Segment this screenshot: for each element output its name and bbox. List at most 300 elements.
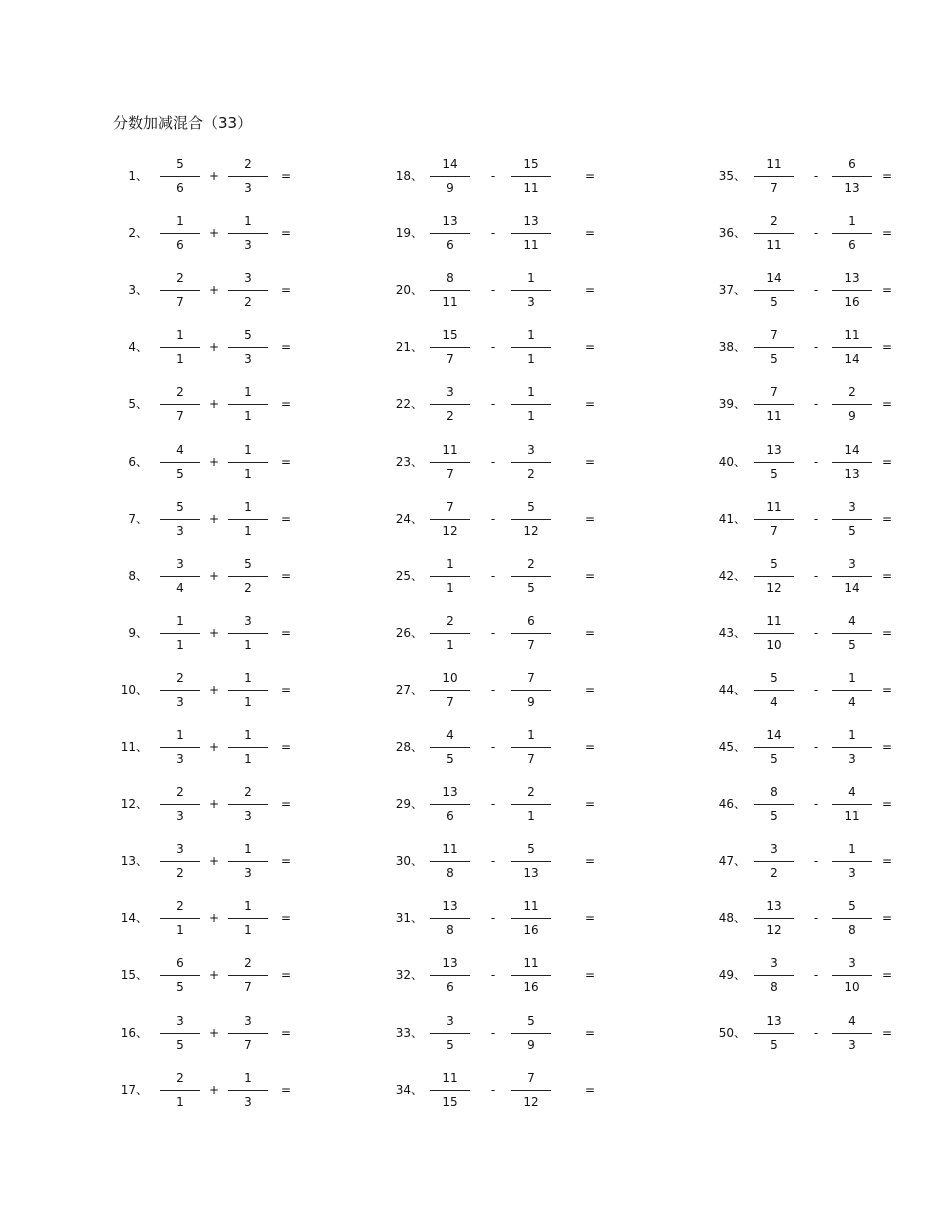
fraction-second [228, 211, 268, 255]
numerator: 13 [766, 1013, 782, 1028]
numerator: 3 [176, 1013, 184, 1028]
equals-sign: = [280, 854, 292, 869]
problem-item [108, 835, 298, 887]
problem-number: 24、 [395, 511, 423, 526]
numerator: 2 [176, 899, 184, 914]
denominator: 8 [848, 923, 856, 938]
numerator: 11 [523, 956, 539, 971]
numerator: 3 [848, 556, 856, 571]
fraction-first [754, 953, 794, 997]
fraction-second [832, 953, 872, 997]
numerator: 7 [770, 385, 778, 400]
fraction-first [754, 382, 794, 426]
numerator: 3 [446, 385, 454, 400]
numerator: 5 [176, 499, 184, 514]
fraction-bar [511, 633, 551, 634]
numerator: 3 [848, 956, 856, 971]
numerator: 1 [527, 328, 535, 343]
problem-number: 13、 [120, 854, 148, 869]
numerator: 2 [244, 785, 252, 800]
operator-sign: - [813, 340, 819, 355]
fraction-bar [430, 290, 470, 291]
fraction-bar [430, 462, 470, 463]
denominator: 7 [527, 752, 535, 766]
problem-item [383, 892, 596, 944]
fraction-bar [754, 633, 794, 634]
numerator: 1 [848, 214, 856, 229]
denominator: 6 [446, 980, 454, 995]
fraction-bar [160, 861, 200, 862]
fraction-second [228, 382, 268, 426]
fraction-bar [228, 975, 268, 976]
denominator: 16 [523, 923, 539, 938]
denominator: 9 [848, 409, 856, 424]
operator-sign: - [490, 1025, 496, 1040]
fraction-second [228, 725, 268, 769]
problem-item [706, 949, 896, 1001]
denominator: 2 [176, 866, 184, 881]
denominator: 2 [244, 580, 252, 595]
equals-sign: = [584, 397, 596, 412]
numerator: 3 [770, 956, 778, 971]
fraction-second [228, 611, 268, 655]
fraction-bar [160, 747, 200, 748]
equals-sign: = [881, 797, 893, 812]
problem-item [108, 207, 298, 259]
numerator: 7 [527, 1070, 535, 1085]
numerator: 11 [442, 1070, 458, 1085]
equals-sign: = [584, 511, 596, 526]
denominator: 11 [844, 809, 860, 824]
operator-sign: - [813, 1025, 819, 1040]
operator-sign: + [208, 682, 220, 697]
problem-item [383, 1064, 596, 1116]
problem-number: 35、 [718, 169, 746, 183]
numerator: 1 [244, 499, 252, 514]
fraction-bar [754, 176, 794, 177]
problem-number: 20、 [395, 283, 423, 298]
numerator: 1 [176, 728, 184, 742]
fraction-second [511, 554, 551, 598]
problem-number: 12、 [120, 797, 148, 812]
problem-item [383, 264, 596, 316]
numerator: 3 [176, 556, 184, 571]
fraction-first [430, 953, 470, 997]
problem-item [383, 664, 596, 716]
fraction-bar [430, 176, 470, 177]
denominator: 5 [176, 980, 184, 995]
fraction-first [754, 611, 794, 655]
problem-number: 37、 [718, 283, 746, 298]
fraction-first [160, 1011, 200, 1055]
numerator: 11 [766, 499, 782, 514]
fraction-second [511, 782, 551, 826]
equals-sign: = [584, 454, 596, 469]
problem-number: 10、 [120, 682, 148, 697]
numerator: 4 [848, 1013, 856, 1028]
fraction-bar [754, 1033, 794, 1034]
fraction-first [430, 497, 470, 541]
problem-number: 23、 [395, 454, 423, 469]
problem-item [108, 264, 298, 316]
problem-item [108, 1064, 298, 1116]
fraction-first [430, 1011, 470, 1055]
fraction-bar [228, 347, 268, 348]
problem-item [706, 721, 896, 773]
fraction-second [228, 154, 268, 198]
problem-number: 21、 [395, 340, 423, 355]
problem-number: 46、 [718, 797, 746, 812]
denominator: 7 [176, 409, 184, 424]
denominator: 3 [176, 694, 184, 709]
operator-sign: - [490, 740, 496, 754]
fraction-second [511, 382, 551, 426]
denominator: 5 [527, 580, 535, 595]
denominator: 6 [176, 181, 184, 195]
problem-number: 41、 [718, 511, 746, 526]
denominator: 13 [844, 466, 860, 481]
denominator: 3 [244, 181, 252, 195]
fraction-bar [430, 690, 470, 691]
problem-number: 11、 [120, 740, 148, 754]
problem-number: 45、 [718, 740, 746, 754]
numerator: 1 [244, 842, 252, 857]
numerator: 2 [244, 956, 252, 971]
operator-sign: - [490, 511, 496, 526]
fraction-first [754, 497, 794, 541]
problem-number: 31、 [395, 911, 423, 926]
fraction-bar [228, 1090, 268, 1091]
equals-sign: = [280, 397, 292, 412]
fraction-bar [754, 576, 794, 577]
fraction-bar [832, 690, 872, 691]
numerator: 1 [527, 271, 535, 286]
fraction-first [430, 725, 470, 769]
denominator: 10 [766, 637, 782, 652]
operator-sign: + [208, 911, 220, 926]
fraction-first [754, 668, 794, 712]
fraction-first [754, 782, 794, 826]
denominator: 8 [446, 923, 454, 938]
operator-sign: - [490, 968, 496, 983]
problem-number: 16、 [120, 1025, 148, 1040]
problem-item [706, 892, 896, 944]
fraction-first [430, 668, 470, 712]
denominator: 15 [442, 1094, 458, 1109]
denominator: 6 [446, 238, 454, 253]
fraction-first [160, 154, 200, 198]
denominator: 5 [446, 1037, 454, 1052]
numerator: 3 [446, 1013, 454, 1028]
problem-item [383, 835, 596, 887]
fraction-second [832, 1011, 872, 1055]
fraction-second [832, 611, 872, 655]
fraction-first [754, 896, 794, 940]
operator-sign: - [813, 226, 819, 241]
fraction-first [160, 839, 200, 883]
fraction-second [228, 1068, 268, 1112]
denominator: 4 [770, 694, 778, 709]
fraction-first [430, 782, 470, 826]
numerator: 4 [176, 442, 184, 457]
problem-item [383, 550, 596, 602]
equals-sign: = [584, 568, 596, 583]
fraction-second [511, 953, 551, 997]
fraction-first [430, 325, 470, 369]
denominator: 5 [770, 466, 778, 481]
numerator: 2 [176, 385, 184, 400]
fraction-bar [832, 633, 872, 634]
fraction-bar [228, 861, 268, 862]
fraction-first [430, 211, 470, 255]
fraction-second [228, 1011, 268, 1055]
denominator: 4 [176, 580, 184, 595]
fraction-bar [228, 290, 268, 291]
problem-item [383, 721, 596, 773]
denominator: 5 [770, 809, 778, 824]
fraction-bar [430, 404, 470, 405]
fraction-first [430, 154, 470, 198]
fraction-first [754, 554, 794, 598]
fraction-first [160, 382, 200, 426]
equals-sign: = [881, 511, 893, 526]
fraction-second [511, 440, 551, 484]
denominator: 11 [442, 295, 458, 310]
fraction-bar [511, 1033, 551, 1034]
fraction-bar [511, 804, 551, 805]
numerator: 13 [442, 956, 458, 971]
numerator: 3 [244, 271, 252, 286]
numerator: 1 [527, 385, 535, 400]
fraction-bar [160, 519, 200, 520]
operator-sign: + [208, 397, 220, 412]
fraction-bar [160, 1033, 200, 1034]
denominator: 1 [244, 523, 252, 538]
denominator: 3 [176, 523, 184, 538]
denominator: 5 [446, 752, 454, 766]
fraction-bar [754, 404, 794, 405]
denominator: 3 [527, 295, 535, 310]
operator-sign: - [490, 625, 496, 640]
fraction-bar [160, 633, 200, 634]
fraction-bar [430, 804, 470, 805]
problem-item [108, 321, 298, 373]
denominator: 5 [848, 637, 856, 652]
fraction-first [160, 554, 200, 598]
problem-item [706, 493, 896, 545]
numerator: 7 [527, 670, 535, 685]
denominator: 5 [770, 352, 778, 367]
equals-sign: = [280, 911, 292, 926]
fraction-bar [430, 747, 470, 748]
fraction-first [160, 268, 200, 312]
fraction-bar [511, 861, 551, 862]
numerator: 1 [244, 899, 252, 914]
equals-sign: = [280, 568, 292, 583]
equals-sign: = [280, 511, 292, 526]
fraction-second [228, 953, 268, 997]
problem-number: 49、 [718, 968, 746, 983]
equals-sign: = [881, 169, 893, 183]
fraction-second [832, 497, 872, 541]
equals-sign: = [881, 740, 893, 754]
denominator: 13 [844, 181, 860, 195]
operator-sign: - [490, 797, 496, 812]
denominator: 3 [848, 866, 856, 881]
fraction-second [511, 1011, 551, 1055]
denominator: 12 [523, 1094, 539, 1109]
problem-number: 9、 [128, 625, 148, 640]
problem-item [108, 378, 298, 430]
fraction-bar [832, 519, 872, 520]
equals-sign: = [881, 968, 893, 983]
numerator: 1 [244, 214, 252, 229]
numerator: 13 [442, 785, 458, 800]
numerator: 1 [176, 328, 184, 343]
numerator: 11 [766, 613, 782, 628]
fraction-first [430, 1068, 470, 1112]
fraction-bar [160, 804, 200, 805]
denominator: 11 [766, 409, 782, 424]
operator-sign: + [208, 169, 220, 183]
denominator: 14 [844, 580, 860, 595]
denominator: 13 [523, 866, 539, 881]
problem-number: 4、 [128, 340, 148, 355]
denominator: 1 [176, 1094, 184, 1109]
denominator: 6 [446, 809, 454, 824]
problem-number: 47、 [718, 854, 746, 869]
fraction-first [160, 953, 200, 997]
problem-number: 28、 [395, 740, 423, 754]
problem-number: 18、 [395, 169, 423, 183]
fraction-bar [754, 975, 794, 976]
equals-sign: = [584, 854, 596, 869]
denominator: 16 [844, 295, 860, 310]
operator-sign: - [490, 911, 496, 926]
numerator: 1 [244, 670, 252, 685]
denominator: 10 [844, 980, 860, 995]
operator-sign: + [208, 454, 220, 469]
fraction-bar [511, 576, 551, 577]
fraction-bar [754, 290, 794, 291]
problem-item [383, 1007, 596, 1059]
problem-item [383, 436, 596, 488]
problem-item [108, 150, 298, 202]
denominator: 2 [527, 466, 535, 481]
numerator: 3 [244, 1013, 252, 1028]
numerator: 14 [844, 442, 860, 457]
fraction-bar [511, 176, 551, 177]
fraction-bar [228, 804, 268, 805]
fraction-bar [430, 233, 470, 234]
numerator: 11 [844, 328, 860, 343]
numerator: 2 [176, 271, 184, 286]
numerator: 1 [244, 728, 252, 742]
fraction-second [511, 725, 551, 769]
fraction-first [754, 211, 794, 255]
numerator: 4 [446, 728, 454, 742]
fraction-first [754, 268, 794, 312]
page-title: 分数加减混合（33） [113, 114, 253, 132]
fraction-second [832, 896, 872, 940]
denominator: 7 [446, 694, 454, 709]
fraction-first [430, 554, 470, 598]
fraction-bar [511, 519, 551, 520]
equals-sign: = [881, 854, 893, 869]
denominator: 5 [770, 295, 778, 310]
fraction-second [228, 554, 268, 598]
equals-sign: = [881, 397, 893, 412]
denominator: 9 [446, 181, 454, 195]
numerator: 3 [770, 842, 778, 857]
fraction-second [511, 211, 551, 255]
problem-number: 22、 [395, 397, 423, 412]
denominator: 3 [848, 752, 856, 766]
numerator: 2 [176, 785, 184, 800]
fraction-first [430, 839, 470, 883]
fraction-bar [754, 462, 794, 463]
operator-sign: - [490, 454, 496, 469]
operator-sign: + [208, 854, 220, 869]
numerator: 14 [766, 728, 782, 742]
denominator: 4 [848, 694, 856, 709]
numerator: 5 [848, 899, 856, 914]
numerator: 5 [244, 556, 252, 571]
denominator: 7 [244, 980, 252, 995]
operator-sign: - [813, 682, 819, 697]
fraction-bar [511, 747, 551, 748]
fraction-bar [754, 347, 794, 348]
denominator: 1 [244, 752, 252, 766]
fraction-bar [754, 519, 794, 520]
problem-number: 38、 [718, 340, 746, 355]
numerator: 15 [523, 157, 539, 171]
operator-sign: + [208, 568, 220, 583]
numerator: 3 [527, 442, 535, 457]
equals-sign: = [584, 1082, 596, 1097]
denominator: 1 [176, 923, 184, 938]
denominator: 8 [770, 980, 778, 995]
equals-sign: = [584, 169, 596, 183]
fraction-bar [160, 975, 200, 976]
equals-sign: = [881, 1025, 893, 1040]
problem-number: 14、 [120, 911, 148, 926]
numerator: 2 [527, 785, 535, 800]
problem-item [108, 721, 298, 773]
problem-number: 19、 [395, 226, 423, 241]
fraction-second [832, 154, 872, 198]
fraction-first [430, 268, 470, 312]
equals-sign: = [881, 911, 893, 926]
problem-number: 2、 [128, 226, 148, 241]
equals-sign: = [280, 740, 292, 754]
denominator: 1 [244, 694, 252, 709]
equals-sign: = [881, 226, 893, 241]
fraction-bar [832, 576, 872, 577]
numerator: 2 [527, 556, 535, 571]
numerator: 8 [770, 785, 778, 800]
denominator: 1 [446, 580, 454, 595]
fraction-bar [430, 975, 470, 976]
equals-sign: = [280, 283, 292, 298]
problem-number: 29、 [395, 797, 423, 812]
equals-sign: = [584, 283, 596, 298]
denominator: 2 [446, 409, 454, 424]
operator-sign: - [813, 454, 819, 469]
operator-sign: - [813, 511, 819, 526]
equals-sign: = [881, 682, 893, 697]
problem-item [706, 664, 896, 716]
